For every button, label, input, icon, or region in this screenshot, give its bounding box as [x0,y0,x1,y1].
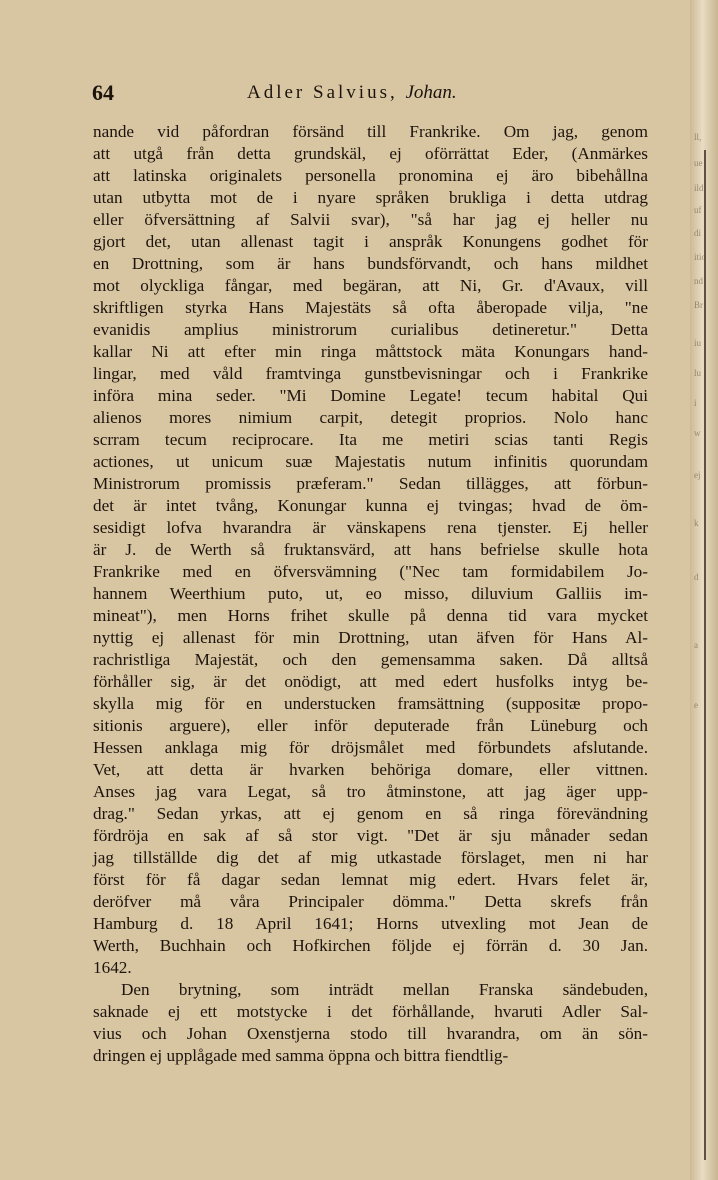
facing-page-fragment: ue [694,158,703,168]
text-line: Hessen anklaga mig för dröjsmålet med förbundets afslutande. [93,738,648,757]
text-line: alienos mores nimium carpit, detegit proprios. Nolo hanc [93,408,648,427]
text-line: nande vid påfordran försänd till Frankrike. Om jag, genom [93,122,648,141]
text-line: fördröja en sak af så stor vigt. "Det är sju månader sedan [93,826,648,845]
text-line: Vet, att detta är hvarken behöriga domare, eller vittnen. [93,760,648,779]
text-line: Hamburg d. 18 April 1641; Horns utvexling mot Jean de [93,914,648,933]
text-line: förhåller sig, är det onödigt, att med edert husfolks intyg be- [93,672,648,691]
text-line: Frankrike med en öfversvämning ("Nec tam formidabilem Jo- [93,562,648,581]
running-head [247,82,457,104]
text-line: utan utbytta mot de i nyare språken brukliga i detta utdrag [93,188,648,207]
facing-page-fragment: ild [694,183,704,193]
facing-page-fragment: uf [694,205,702,215]
facing-page-fragment: itio [694,252,707,262]
facing-page-fragment: e [694,700,698,710]
text-line: evanidis amplius ministrorum curialibus detineretur." Detta [93,320,648,339]
facing-page-fragment: w [694,428,701,438]
text-line: scrram tecum reciprocare. Ita me metiri scias tanti Regis [93,430,648,449]
facing-page-fragment: d [694,572,699,582]
facing-page-fragment: Br [694,300,703,310]
text-line: sitionis arguere), eller inför deputerade från Lüneburg och [93,716,648,735]
text-line: dringen ej upplågade med samma öppna och bittra fiendtlig- [93,1046,509,1065]
text-line: saknade ej ett motstycke i det förhållande, hvaruti Adler Sal- [93,1002,648,1021]
text-line: hannem Weerthium puto, ut, eo misso, diluvium Galliis im- [93,584,648,603]
facing-page-fragment: lu [694,368,702,378]
page-number: 64 [92,80,114,105]
facing-page-fragment: a [694,640,698,650]
text-line: deröfver må våra Principaler dömma." Detta skrefs från [93,892,648,911]
text-line: drag." Sedan yrkas, att ej genom en så ringa förevändning [93,804,648,823]
text-line: gjort det, utan allenast tagit i anspråk Konungens godhet för [93,232,648,251]
text-line: Ministrorum promissis præferam." Sedan tillägges, att förbun- [93,474,648,493]
text-line: är J. de Werth så fruktansvärd, att hans befrielse skulle hota [93,540,648,559]
facing-page-fragment: nd [694,276,703,286]
facing-page-fragment: iu [694,338,702,348]
text-line: nyttig ej allenast för min Drottning, utan äfven för Hans Al- [93,628,648,647]
text-line: mineat"), men Horns frihet skulle på denna tid vara mycket [93,606,648,625]
facing-page-fragment: i [694,398,697,408]
page-header [92,80,614,110]
text-line: Anses jag vara Legat, så tro åtminstone, att jag äger upp- [93,782,648,801]
text-line: eller öfversättning af Salvii svar), "så har jag ej heller nu [93,210,648,229]
text-line: vius och Johan Oxenstjerna stodo till hvarandra, om än sön- [93,1024,648,1043]
text-line: att utgå från detta grundskäl, ej oförrättat Eder, (Anmärkes [93,144,648,163]
running-head-name: Adler Salvius, [247,82,398,103]
text-line: skylla mig för en understucken framsättning (suppositæ propo- [93,694,648,713]
text-line: 1642. [93,958,132,977]
facing-page-fragment: ej [694,470,701,480]
text-line: att latinska originalets personella pronomina ej äro bibehållna [93,166,648,185]
facing-page-fragment: ll, [694,132,702,142]
text-line: en Drottning, som är hans bundsförvandt, och hans mildhet [93,254,648,273]
text-line: mot olyckliga fångar, med begäran, att Ni, Gr. d'Avaux, vill [93,276,648,295]
facing-page-fragment: k [694,518,699,528]
text-line: skriftligen styrka Hans Majestäts så ofta åberopade vilja, "ne [93,298,648,317]
text-line: det är intet tvång, Konungar kunna ej tvingas; hvad de öm- [93,496,648,515]
text-line: Werth, Buchhain och Hofkirchen följde ej förrän d. 30 Jan. [93,936,648,955]
text-line: sesidigt lofva hvarandra är vänskapens rena tjenster. Ej heller [93,518,648,537]
body-text [93,121,648,1067]
text-line: införa mina seder. "Mi Domine Legate! tecum habital Qui [93,386,648,405]
text-line: först för få dagar sedan lemnat mig edert. Hvars felet är, [93,870,648,889]
facing-page-rule [704,150,706,1160]
text-line: jag tillställde dig det af mig utkastade förslaget, men ni har [93,848,648,867]
text-line: actiones, ut unicum suæ Majestatis nutum infinitis quorundam [93,452,648,471]
facing-page-fragment: di [694,228,702,238]
text-line: lingar, med våld framtvinga gunstbevisningar och i Frankrike [93,364,648,383]
running-head-given-name: Johan. [405,82,457,103]
text-line: rachristliga Majestät, och den gemensamma saken. Då alltså [93,650,648,669]
facing-page-edge [690,0,718,1180]
text-line: kallar Ni att efter min ringa måttstock mäta Konungars hand- [93,342,648,361]
text-line: Den brytning, som inträdt mellan Franska sändebuden, [121,980,648,999]
